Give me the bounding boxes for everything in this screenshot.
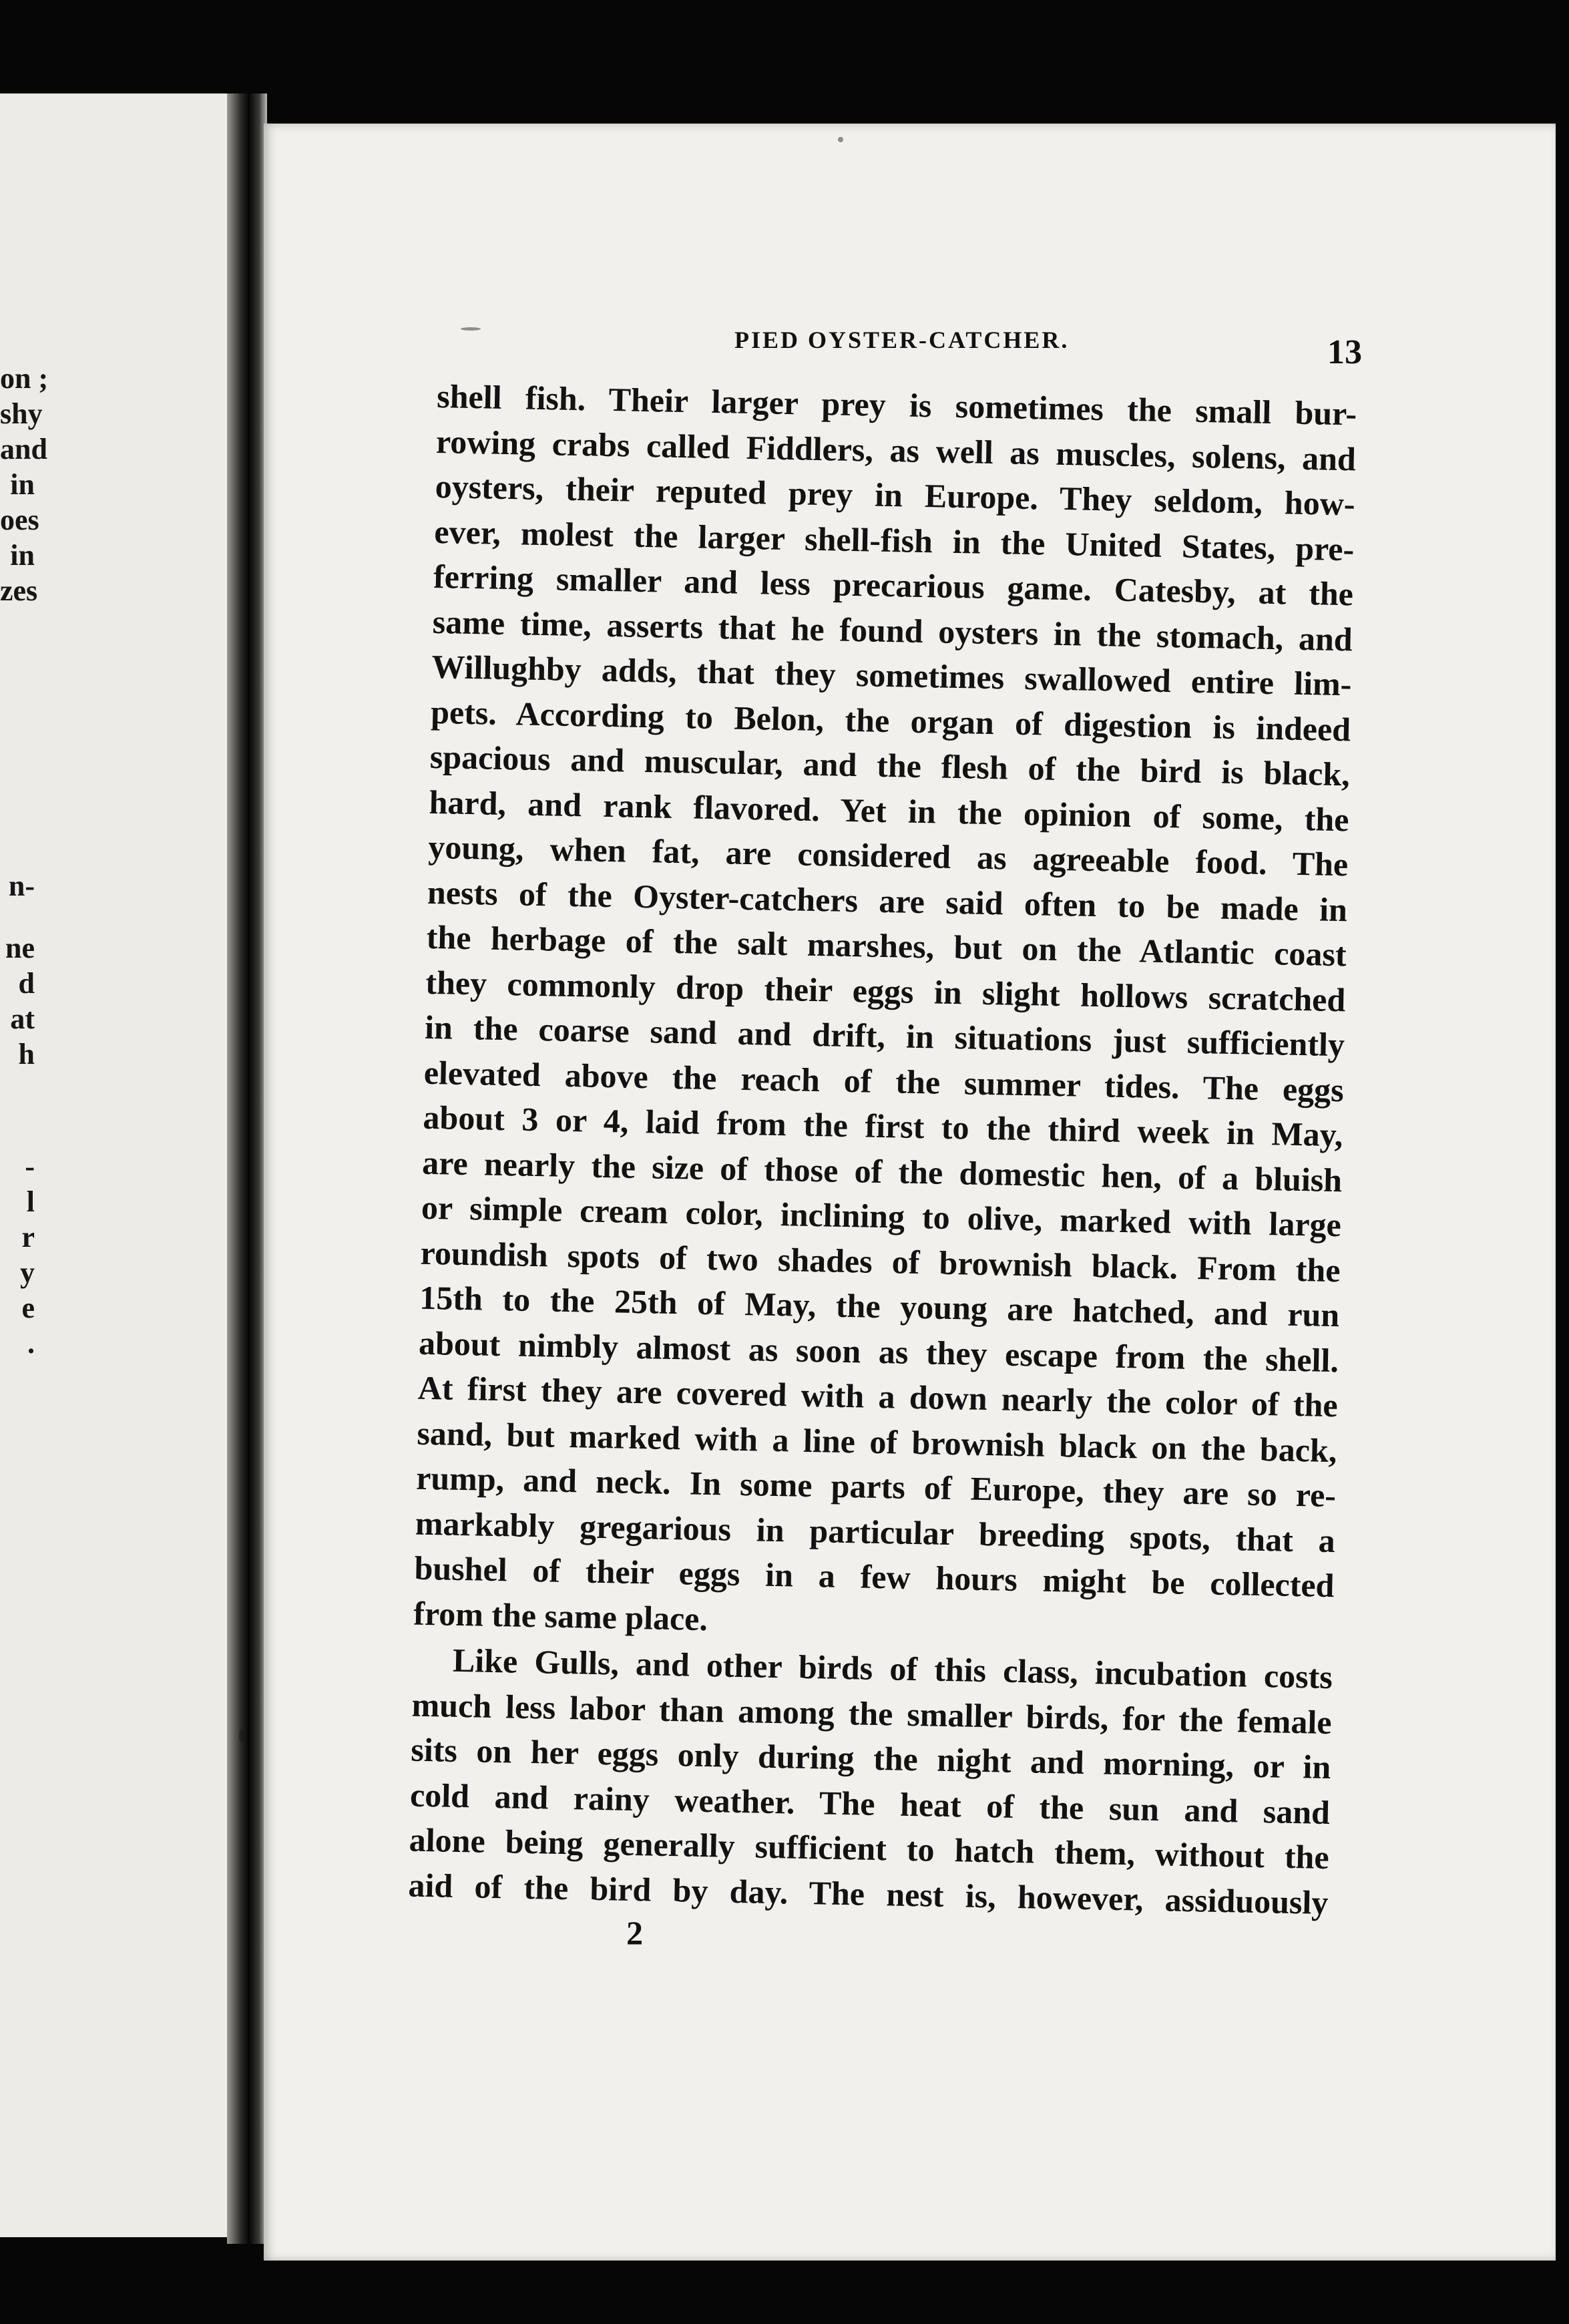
- page-body-text: [408, 374, 1357, 1925]
- text-line: pets. According to Belon, the organ of digestion is indeed: [430, 693, 1351, 748]
- text-line: elevated above the reach of the summer tides. The eggs: [423, 1053, 1345, 1109]
- text-line: about 3 or 4, laid from the first to the third week in May,: [423, 1098, 1343, 1154]
- text-line: are nearly the size of those of the domestic hen, of a bluish: [421, 1143, 1343, 1199]
- text-line: sits on her eggs only during the night and morning, or in: [410, 1730, 1331, 1786]
- left-fragment: y: [20, 1256, 35, 1289]
- left-fragment: shy: [0, 397, 43, 430]
- text-line: from the same place.: [413, 1594, 708, 1637]
- text-line: cold and rainy weather. The heat of the sun and sand: [409, 1776, 1331, 1831]
- text-line: the herbage of the salt marshes, but on the Atlantic coast: [426, 918, 1347, 974]
- text-line: Like Gulls, and other birds of this class, incubation costs: [452, 1641, 1333, 1696]
- signature-mark: 2: [626, 1914, 643, 1951]
- page-number: 13: [1327, 333, 1362, 371]
- text-line: young, when fat, are considered as agreeable food. The: [427, 827, 1349, 884]
- text-line: much less labor than among the smaller birds, for the female: [411, 1686, 1333, 1741]
- left-fragment: ne: [5, 932, 35, 964]
- left-page-fragments-low: [0, 1149, 235, 1361]
- running-head: PIED OYSTER-CATCHER.: [734, 327, 1070, 353]
- text-line: or simple cream color, inclining to olive, marked with large: [421, 1188, 1342, 1244]
- paragraph-1: [413, 374, 1357, 1654]
- text-line: they commonly drop their eggs in slight hollows scratched: [425, 963, 1346, 1018]
- text-line: spacious and muscular, and the flesh of the bird is black,: [429, 737, 1351, 793]
- left-fragment: d: [18, 967, 35, 1000]
- left-facing-page: [0, 93, 235, 2237]
- left-fragment: h: [18, 1038, 35, 1071]
- left-fragment: zes: [0, 574, 38, 607]
- left-page-fragments-mid: [0, 868, 235, 1072]
- text-line: nests of the Oyster-catchers are said often to be made in: [427, 873, 1348, 928]
- text-line: shell fish. Their larger prey is sometimes the small bur-: [436, 377, 1357, 433]
- left-fragment: in: [10, 468, 35, 501]
- left-fragment: at: [10, 1002, 35, 1035]
- left-fragment: on ;: [0, 362, 49, 395]
- left-fragment: e: [21, 1292, 35, 1324]
- left-page-fragments-top: [0, 361, 235, 608]
- scan-speck: [239, 1730, 245, 1742]
- left-fragment: l: [26, 1185, 35, 1218]
- text-line: bushel of their eggs in a few hours might be collected: [414, 1549, 1335, 1605]
- text-line: ever, molest the larger shell-fish in the United States, pre-: [433, 512, 1355, 568]
- text-line: roundish spots of two shades of brownish black. From the: [420, 1233, 1341, 1289]
- left-fragment: n-: [8, 869, 35, 902]
- left-fragment: -: [25, 1150, 35, 1183]
- text-line: sand, but marked with a line of brownish black on the back,: [417, 1414, 1337, 1469]
- left-fragment: oes: [0, 504, 39, 536]
- paragraph-2: [408, 1637, 1333, 1925]
- left-fragment: and: [0, 433, 47, 465]
- left-fragment: .: [27, 1327, 35, 1360]
- text-line: At first they are covered with a down nearly the color of the: [417, 1368, 1339, 1424]
- text-line: rump, and neck. In some parts of Europe, they are so re-: [415, 1459, 1337, 1515]
- text-line: in the coarse sand and drift, in situations just sufficiently: [424, 1008, 1345, 1064]
- text-line: aid of the bird by day. The nest is, however, assiduously: [408, 1866, 1329, 1921]
- text-line: same time, asserts that he found oysters in the stomach, and: [432, 602, 1353, 658]
- left-fragment: in: [10, 539, 35, 572]
- text-line: oysters, their reputed prey in Europe. They seldom, how-: [435, 467, 1356, 523]
- left-fragment: r: [21, 1221, 35, 1253]
- text-line: rowing crabs called Fiddlers, as well as muscles, solens, and: [435, 422, 1357, 477]
- text-line: Willughby adds, that they sometimes swallowed entire lim-: [431, 647, 1352, 703]
- text-line: hard, and rank flavored. Yet in the opinion of some, the: [429, 783, 1349, 838]
- text-line: about nimbly almost as soon as they escape from the shell.: [418, 1324, 1339, 1379]
- scan-speck: [461, 327, 481, 331]
- text-line: 15th to the 25th of May, the young are hatched, and run: [419, 1278, 1340, 1334]
- text-line: alone being generally sufficient to hatch them, without the: [409, 1820, 1330, 1877]
- text-line: markably gregarious in particular breeding spots, that a: [415, 1504, 1336, 1559]
- scan-speck: [838, 137, 843, 142]
- book-spine-gutter: [227, 93, 267, 2244]
- text-line: ferring smaller and less precarious game. Catesby, at the: [433, 557, 1354, 613]
